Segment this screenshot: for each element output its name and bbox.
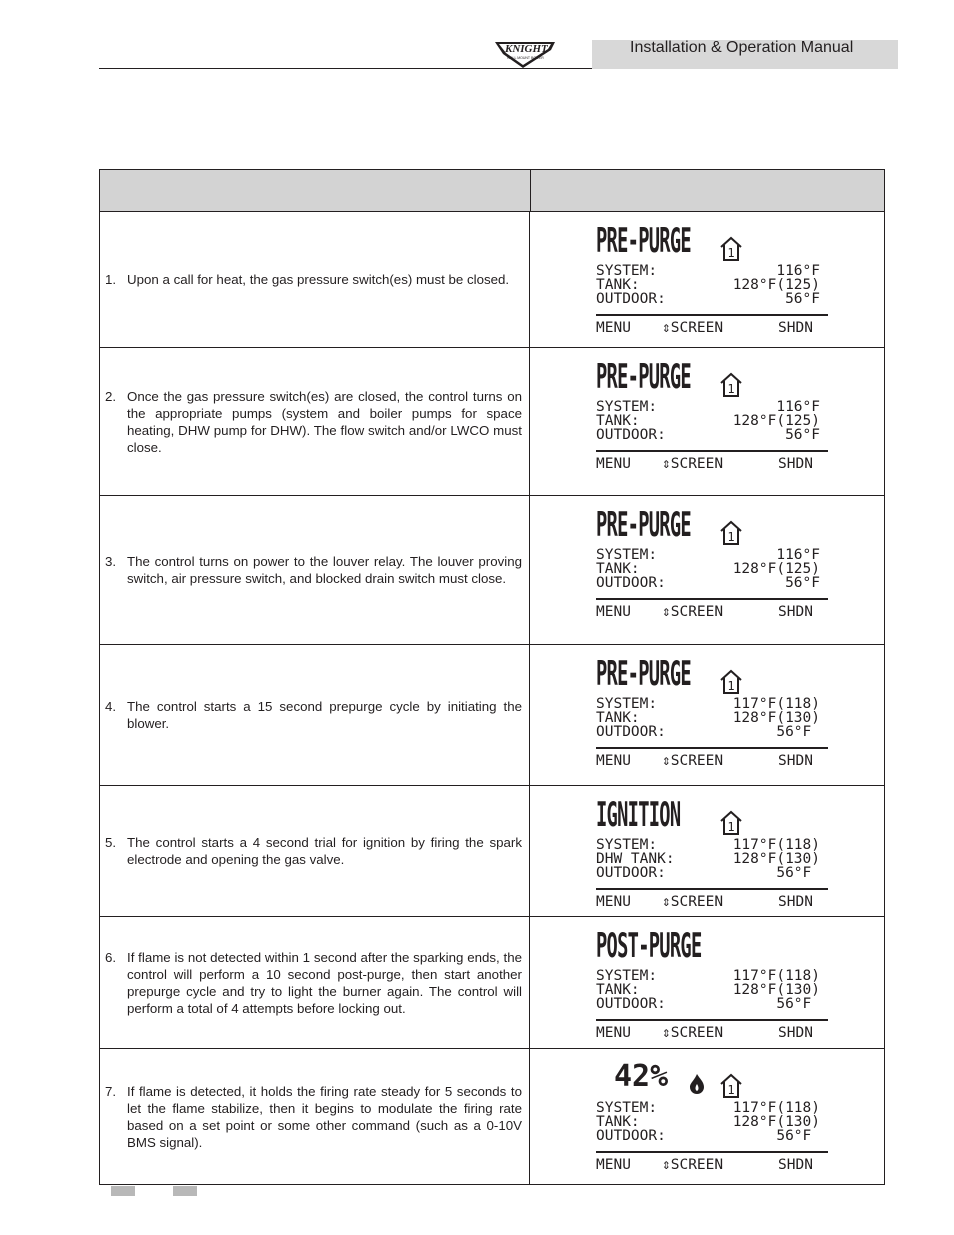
zone-number: 1 [727, 382, 735, 396]
zone-number: 1 [727, 820, 735, 834]
reading-value: 117°F(118) [732, 696, 820, 712]
zone-home-icon [720, 372, 742, 398]
lcd-status-title: PRE-PURGE [596, 358, 691, 397]
lcd-divider [596, 747, 828, 749]
step-number: 4. [105, 699, 117, 714]
reading-label: OUTDOOR: [596, 724, 666, 740]
reading-label: OUTDOOR: [596, 865, 666, 881]
reading-label: SYSTEM: [596, 837, 658, 853]
softkey-shdn: SHDN [778, 1157, 813, 1173]
step-number: 6. [105, 949, 117, 965]
step-description [105, 949, 522, 1017]
lcd-screen [596, 796, 828, 910]
step-number: 7. [105, 1083, 117, 1099]
reading-label: SYSTEM: [596, 1100, 658, 1116]
reading-value: 117°F(118) [732, 1100, 820, 1116]
logo-text: KNIGHT [505, 43, 548, 55]
softkey-shdn: SHDN [778, 894, 813, 910]
reading-label: SYSTEM: [596, 263, 658, 279]
lcd-screen [596, 222, 828, 336]
footer-mark [173, 1186, 197, 1196]
lcd-divider [596, 1019, 828, 1021]
reading-value: 128°F(125) [732, 277, 820, 293]
lcd-status-title: PRE-PURGE [596, 506, 691, 545]
lcd-divider [596, 450, 828, 452]
lcd-reading-line [596, 576, 828, 590]
softkey-shdn: SHDN [778, 320, 813, 336]
lcd-cell [530, 917, 884, 1048]
reading-value: 56°F [785, 427, 820, 443]
step-cell [100, 786, 530, 916]
step-text: Once the gas pressure switch(es) are closed, the control turns on the appropriate pumps (system and boiler pumps for space heating, DHW pump for DHW). The flow switch and/or LWCO must close. [127, 388, 522, 455]
reading-label: TANK: [596, 413, 640, 429]
zone-number: 1 [727, 1083, 735, 1097]
sequence-table [99, 169, 885, 1185]
knight-logo [493, 40, 563, 70]
lcd-reading-line [596, 1115, 828, 1129]
header-left [100, 170, 531, 211]
reading-value: 116°F [776, 547, 820, 563]
lcd-reading-line [596, 983, 828, 997]
reading-value: 128°F(130) [732, 1114, 820, 1130]
reading-label: TANK: [596, 277, 640, 293]
lcd-readings [596, 1101, 828, 1143]
lcd-status-title: IGNITION [596, 796, 681, 835]
reading-value: 117°F(118) [732, 968, 820, 984]
lcd-cell [530, 496, 884, 644]
reading-label: OUTDOOR: [596, 291, 666, 307]
lcd-readings [596, 838, 828, 880]
step-number: 1. [105, 272, 117, 287]
reading-label: SYSTEM: [596, 547, 658, 563]
step-description [105, 388, 522, 456]
flame-icon [688, 1073, 706, 1095]
reading-label: SYSTEM: [596, 399, 658, 415]
footer-mark [111, 1186, 135, 1196]
lcd-status-title: POST-PURGE [596, 927, 702, 966]
reading-label: TANK: [596, 710, 640, 726]
reading-value: 56°F [776, 865, 820, 881]
lcd-reading-line [596, 548, 828, 562]
reading-label: OUTDOOR: [596, 996, 666, 1012]
zone-home-icon [720, 236, 742, 262]
zone-home-icon [720, 669, 742, 695]
step-number: 2. [105, 388, 117, 404]
lcd-reading-line [596, 725, 828, 739]
lcd-screen [596, 358, 828, 472]
lcd-screen [596, 506, 828, 620]
step-cell [100, 645, 530, 785]
softkey-shdn: SHDN [778, 1025, 813, 1041]
lcd-reading-line [596, 1101, 828, 1115]
table-row [100, 645, 884, 786]
zone-number: 1 [727, 246, 735, 260]
lcd-divider [596, 888, 828, 890]
table-row [100, 786, 884, 917]
lcd-reading-line [596, 838, 828, 852]
reading-label: OUTDOOR: [596, 1128, 666, 1144]
step-description [105, 698, 522, 732]
step-cell [100, 496, 530, 644]
reading-value: 56°F [776, 996, 820, 1012]
softkey-menu: MENU [596, 456, 631, 472]
table-row [100, 212, 884, 348]
step-cell [100, 1049, 530, 1184]
lcd-cell [530, 1049, 884, 1184]
softkey-screen: ⇕SCREEN [662, 753, 724, 769]
reading-value: 56°F [785, 575, 820, 591]
step-text: The control starts a 15 second prepurge cycle by initiating the blower. [127, 699, 522, 731]
softkey-menu: MENU [596, 1025, 631, 1041]
lcd-reading-line [596, 428, 828, 442]
lcd-status-title: PRE-PURGE [596, 655, 691, 694]
lcd-screen [596, 927, 828, 1041]
softkey-screen: ⇕SCREEN [662, 1025, 724, 1041]
lcd-reading-line [596, 562, 828, 576]
step-cell [100, 212, 530, 347]
step-text: The control starts a 4 second trial for ignition by firing the spark electrode and opening the gas valve. [127, 835, 522, 867]
table-row [100, 496, 884, 645]
lcd-status-title: PRE-PURGE [596, 222, 691, 261]
reading-value: 128°F(125) [732, 561, 820, 577]
table-row [100, 348, 884, 496]
lcd-divider [596, 1151, 828, 1153]
reading-value: 128°F(130) [732, 710, 820, 726]
lcd-reading-line [596, 969, 828, 983]
softkey-screen: ⇕SCREEN [662, 894, 724, 910]
logo-subtext: WALL MOUNT BOILER [507, 56, 544, 60]
reading-value: 128°F(130) [732, 851, 820, 867]
lcd-divider [596, 314, 828, 316]
softkey-shdn: SHDN [778, 753, 813, 769]
lcd-divider [596, 598, 828, 600]
step-description [105, 1083, 522, 1151]
step-number: 3. [105, 554, 117, 569]
table-row [100, 917, 884, 1049]
zone-home-icon [720, 1073, 742, 1099]
reading-value: 128°F(125) [732, 413, 820, 429]
softkey-menu: MENU [596, 604, 631, 620]
zone-home-icon [720, 810, 742, 836]
lcd-reading-line [596, 292, 828, 306]
reading-value: 117°F(118) [732, 837, 820, 853]
step-text: If flame is not detected within 1 second after the sparking ends, the control will perform a 10 second post-purge, then start another prepurge cycle and try to light the burner again. The control will perform a total of 4 attempts before locking out. [127, 949, 522, 1016]
zone-number: 1 [727, 530, 735, 544]
lcd-reading-line [596, 400, 828, 414]
manual-title: Installation & Operation Manual [630, 39, 854, 56]
reading-value: 56°F [776, 1128, 820, 1144]
reading-value: 56°F [785, 291, 820, 307]
step-text: If flame is detected, it holds the firing rate steady for 5 seconds to let the flame stabilize, then it begins to modulate the firing rate based on a set point or some other command (such as a 0-10V BMS signal). [127, 1083, 522, 1150]
lcd-cell [530, 645, 884, 785]
lcd-reading-line [596, 852, 828, 866]
reading-label: SYSTEM: [596, 968, 658, 984]
reading-label: SYSTEM: [596, 696, 658, 712]
softkey-shdn: SHDN [778, 456, 813, 472]
lcd-reading-line [596, 414, 828, 428]
reading-label: TANK: [596, 1114, 640, 1130]
softkey-menu: MENU [596, 894, 631, 910]
lcd-readings [596, 400, 828, 442]
lcd-reading-line [596, 866, 828, 880]
lcd-readings [596, 969, 828, 1011]
lcd-readings [596, 548, 828, 590]
lcd-reading-line [596, 997, 828, 1011]
lcd-reading-line [596, 278, 828, 292]
table-header [100, 170, 884, 212]
softkey-screen: ⇕SCREEN [662, 1157, 724, 1173]
lcd-cell [530, 212, 884, 347]
softkey-screen: ⇕SCREEN [662, 320, 724, 336]
reading-value: 116°F [776, 263, 820, 279]
reading-label: TANK: [596, 561, 640, 577]
reading-value: 56°F [776, 724, 820, 740]
softkey-menu: MENU [596, 1157, 631, 1173]
softkey-shdn: SHDN [778, 604, 813, 620]
lcd-reading-line [596, 697, 828, 711]
zone-home-icon [720, 520, 742, 546]
step-text: Upon a call for heat, the gas pressure switch(es) must be closed. [127, 272, 510, 287]
lcd-cell [530, 786, 884, 916]
lcd-readings [596, 697, 828, 739]
lcd-cell [530, 348, 884, 495]
softkey-screen: ⇕SCREEN [662, 604, 724, 620]
softkey-screen: ⇕SCREEN [662, 456, 724, 472]
reading-value: 128°F(130) [732, 982, 820, 998]
step-description [105, 834, 522, 868]
softkey-menu: MENU [596, 753, 631, 769]
lcd-reading-line [596, 264, 828, 278]
step-description [105, 271, 522, 288]
reading-label: OUTDOOR: [596, 575, 666, 591]
step-number: 5. [105, 835, 117, 850]
step-description [105, 553, 522, 587]
softkey-menu: MENU [596, 320, 631, 336]
zone-number: 1 [727, 679, 735, 693]
lcd-reading-line [596, 1129, 828, 1143]
reading-label: DHW TANK: [596, 851, 675, 867]
reading-value: 116°F [776, 399, 820, 415]
lcd-screen [596, 655, 828, 769]
lcd-reading-line [596, 711, 828, 725]
step-text: The control turns on power to the louver relay. The louver proving switch, air pressure switch, and blocked drain switch must close. [127, 554, 522, 586]
reading-label: TANK: [596, 982, 640, 998]
step-cell [100, 348, 530, 495]
reading-label: OUTDOOR: [596, 427, 666, 443]
lcd-readings [596, 264, 828, 306]
table-row [100, 1049, 884, 1184]
step-cell [100, 917, 530, 1048]
firing-rate: 42% [614, 1059, 669, 1094]
